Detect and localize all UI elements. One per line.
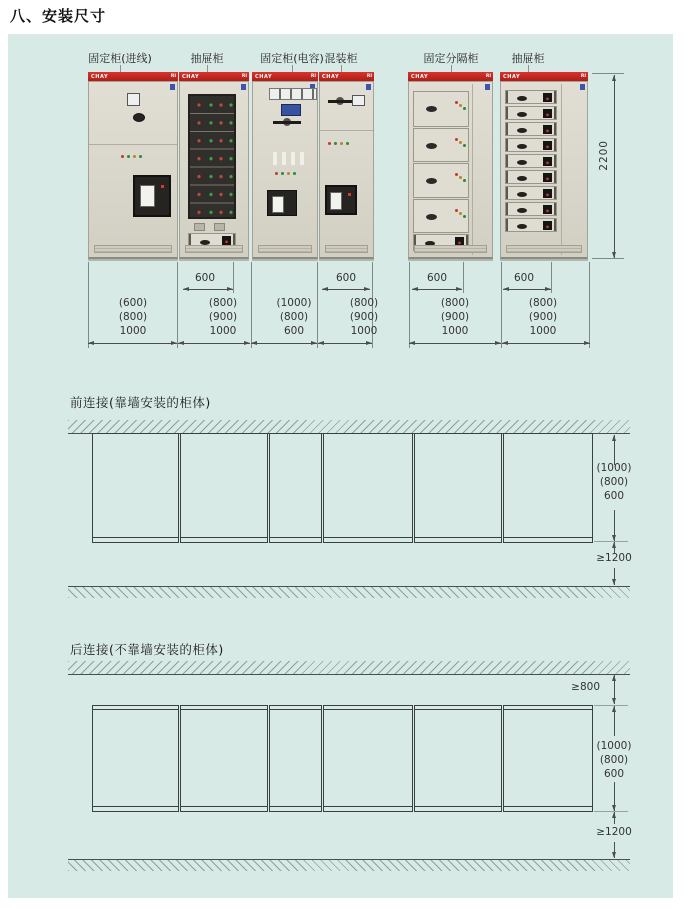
partition-compartment [413,91,469,127]
dim-line [322,289,370,290]
panel-seam [561,84,562,255]
breaker-display [140,185,155,207]
cabinet-outline [414,705,502,812]
dim-label-depth: (1000) [596,740,632,752]
vent-grille [258,245,312,253]
cabinet-header-strip [500,72,588,81]
label-tick [207,65,208,72]
brand-corner-mark: RI [580,74,586,79]
dim-label-wall-clearance: ≥800 [571,681,600,693]
dim-line [183,289,233,290]
circuit-breaker [133,175,171,217]
brand-logo: CHAY [255,73,273,80]
dim-line-clearance [614,568,615,585]
dim-line [409,343,501,344]
breaker-indicator [348,193,351,196]
extension-line [594,811,628,812]
drawer-row [505,186,557,200]
extension-line [594,705,628,706]
cabinet-outline [269,705,322,812]
label-tick [341,65,342,72]
cabinet-header-strip [179,72,249,81]
brand-corner-mark: RI [241,74,247,79]
dim-line-clearance [614,812,615,824]
dim-line-depth [614,510,615,541]
drawer-row [505,170,557,184]
dim-label-width: (1000) [276,297,312,309]
cabinet-label-drawer-2: 抽屉柜 [511,52,545,65]
cabinet-outline [180,705,268,812]
front-connection-heading: 前连接(靠墙安装的柜体) [70,395,211,410]
drawer-handle [194,223,205,231]
dim-label-width: (800) [279,311,309,323]
dim-line-height [614,75,615,258]
cabinet-photo-mixed [319,81,374,259]
dim-label-width: (600) [118,297,148,309]
dim-line-depth [614,782,615,811]
drawer-handle [214,223,225,231]
cabinet-outline [323,433,413,543]
cabinet-outline [414,433,502,543]
panel-seam [320,130,373,131]
vent-grille [185,245,243,253]
partition-compartment [413,163,469,198]
label-tick [292,65,293,72]
vent-grille [414,245,487,253]
vent-grille [94,245,172,253]
brand-logo: CHAY [182,73,200,80]
dim-line [318,343,372,344]
dim-label-rear-clearance: ≥1200 [596,826,632,838]
dim-label-unit: 600 [426,272,448,284]
dim-label-width: (900) [349,311,379,323]
dim-label-depth: (800) [599,476,629,488]
circuit-breaker [267,190,297,216]
label-chip [170,84,175,90]
breaker-display [272,196,284,213]
panel-meter [127,93,140,106]
drawer-row [505,106,557,120]
brand-logo: CHAY [91,73,109,80]
dim-label-width: 1000 [209,325,237,337]
cabinet-outline [323,705,413,812]
dim-line [178,343,250,344]
dim-label-width: (900) [440,311,470,323]
fuse-row [273,152,307,165]
dim-label-width: (900) [208,311,238,323]
circuit-breaker [325,185,357,215]
drawer-row [505,122,557,136]
panel-meter [352,95,365,106]
cabinet-outline [503,433,593,543]
dim-line-depth [614,435,615,465]
drawer-row [505,90,557,104]
cabinet-header-strip [408,72,493,81]
extension-line [594,541,628,542]
dim-label-width: (800) [118,311,148,323]
switch-lever [273,121,301,124]
label-chip [580,84,585,90]
drawer-row [505,218,557,232]
extension-line [88,262,89,348]
extension-line [592,258,624,259]
cabinet-outline [180,433,268,543]
meter-row [269,88,317,100]
cabinet-photo-drawer-1 [179,81,249,259]
brand-corner-mark: RI [170,74,176,79]
extension-line [592,73,624,74]
cabinet-photo-fixed-partition [408,81,493,259]
vent-grille [325,245,368,253]
indicator-lights [328,142,331,145]
cabinet-label-fixed-capacitor: 固定柜(电容) [260,52,324,65]
label-tick [120,65,121,72]
dim-line [88,343,177,344]
extension-line [177,262,178,348]
floor-hatch-rear [68,860,630,871]
cabinet-outline [269,433,322,543]
panel-switch [133,113,145,122]
dim-label-width: (800) [440,297,470,309]
label-tick [528,65,529,72]
brand-corner-mark: RI [310,74,316,79]
cabinet-photo-drawer-2 [500,81,588,259]
wall-hatch-rear [68,661,630,675]
dim-label-depth: 600 [603,768,625,780]
brand-logo: CHAY [322,73,340,80]
brand-logo: CHAY [411,73,429,80]
dim-label-width: (900) [528,311,558,323]
cabinet-label-drawer-1: 抽屉柜 [190,52,224,65]
label-chip [241,84,246,90]
dim-label-width: 600 [283,325,305,337]
cabinet-outline [92,433,179,543]
partition-compartment [413,128,469,162]
indicator-lights [275,172,278,175]
dim-label-depth: (1000) [596,462,632,474]
drawer-row [505,154,557,168]
breaker-indicator [161,185,164,188]
indicator-lights [121,155,124,158]
extension-line [501,262,502,348]
breaker-display [330,192,342,210]
dim-line [251,343,317,344]
blue-meter [281,104,301,116]
cabinet-header-strip [88,72,178,81]
dim-label-unit: 600 [513,272,535,284]
extension-line [409,262,410,348]
dim-label-width: (800) [528,297,558,309]
dim-line [503,289,551,290]
panel-seam [89,144,177,145]
dim-label-width: 1000 [119,325,147,337]
cabinet-photo-fixed-capacitor [252,81,318,259]
dim-label-width: (800) [208,297,238,309]
wall-hatch-front [68,420,630,434]
cabinet-photo-fixed-incoming [88,81,178,259]
cabinet-label-fixed-partition: 固定分隔柜 [423,52,479,65]
cabinet-outline [503,705,593,812]
panel-seam [472,84,473,255]
dim-label-width: (800) [349,297,379,309]
dim-line-clearance [614,675,615,704]
cabinet-header-strip [252,72,318,81]
extension-line [589,262,590,348]
dim-line [412,289,462,290]
floor-hatch-front [68,587,630,598]
dim-line-clearance [614,842,615,858]
brand-corner-mark: RI [366,74,372,79]
brand-corner-mark: RI [485,74,491,79]
brand-logo: CHAY [503,73,521,80]
dim-label-unit: 600 [194,272,216,284]
switch-lever [328,100,352,103]
dim-label-height: 2200 [598,140,610,171]
label-chip [485,84,490,90]
cabinet-header-strip [319,72,374,81]
drawer-row [505,202,557,216]
page-title: 八、安装尺寸 [10,7,107,25]
vent-grille [506,245,582,253]
drawer-stack [188,94,236,219]
rear-connection-heading: 后连接(不靠墙安装的柜体) [70,642,224,657]
dim-line [502,343,590,344]
drawer-row [505,138,557,152]
dim-label-width: 1000 [529,325,557,337]
label-chip [366,84,371,90]
label-tick [451,65,452,72]
partition-compartment [413,199,469,233]
extension-line [463,262,464,293]
extension-line [551,262,552,293]
extension-line [233,262,234,293]
dim-line-depth [614,706,615,736]
dim-label-unit: 600 [335,272,357,284]
dim-label-depth: 600 [603,490,625,502]
dim-label-width: 1000 [441,325,469,337]
cabinet-outline [92,705,179,812]
dim-label-width: 1000 [350,325,378,337]
dim-label-depth: (800) [599,754,629,766]
cabinet-label-fixed-incoming: 固定柜(进线) [88,52,152,65]
dim-label-rear-clearance: ≥1200 [596,552,632,564]
cabinet-label-mixed: 混装柜 [324,52,358,65]
